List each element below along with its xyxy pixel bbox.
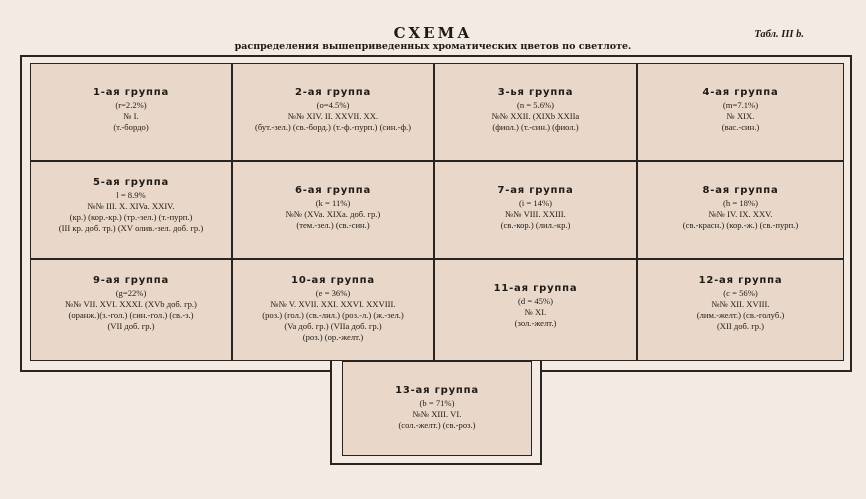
group-value: (g=22%) (115, 288, 147, 298)
group-line: №№ VIII. XXIII. (505, 209, 566, 219)
group-line: (кр.) (кор.-кр.) (тр.-зел.) (т.-пурп.) (69, 212, 193, 222)
table-label: Табл. III b. (754, 29, 804, 40)
group-line: (фиол.) (т.-син.) (фиол.) (492, 122, 579, 132)
group-name: 11-ая группа (493, 283, 578, 294)
group-line: (св.-красн.) (кор.-ж.) (св.-пурп.) (682, 220, 799, 230)
group-value: (m=7.1%) (722, 100, 759, 110)
group-name: 8-ая группа (702, 185, 779, 196)
group-cell-13 (342, 361, 532, 456)
group-name: 3-ья группа (497, 87, 574, 98)
group-line: (бут.-зел.) (св.-борд.) (т.-ф.-пурп.) (син.-ф.) (254, 122, 412, 132)
group-name: 7-ая группа (497, 185, 574, 196)
group-name: 12-ая группа (698, 275, 783, 286)
group-name: 13-ая группа (395, 385, 479, 396)
group-cell-12 (637, 259, 844, 361)
group-name: 2-ая группа (294, 87, 372, 98)
group-cell-7 (434, 161, 637, 259)
page-subtitle: распределения вышеприведенных хроматических цветов по светлоте. (234, 41, 632, 52)
group-name: 9-ая группа (92, 275, 170, 286)
group-cell-3 (434, 63, 637, 161)
group-line: №№ III. X. XIVa. XXIV. (87, 201, 175, 211)
group-value: (h = 18%) (723, 198, 758, 208)
group-line: (роз.) (гол.) (св.-лил.) (роз.-л.) (ж.-зел.) (262, 310, 404, 320)
group-line: №№ XIII. VI. (412, 409, 462, 419)
group-line: (сол.-желт.) (св.-роз.) (398, 420, 476, 430)
group-value: (c = 56%) (723, 288, 758, 298)
page-title: СХЕМА (393, 24, 473, 42)
group-value: (i = 14%) (518, 198, 552, 208)
group-line: (роз.) (ор.-желт.) (302, 332, 364, 342)
group-line: (оранж.)(з.-гол.) (син.-гол.) (св.-з.) (68, 310, 194, 320)
group-line: (XII доб. гр.) (716, 321, 765, 331)
group-value: (o=4.5%) (316, 100, 350, 110)
group-line: (VII доб. гр.) (107, 321, 155, 331)
group-name: 10-ая группа (291, 275, 375, 286)
group-line: (зол.-желт.) (514, 318, 557, 328)
group-line: (тем.-зел.) (св.-син.) (296, 220, 370, 230)
group-cell-4 (637, 63, 844, 161)
group-value: (k = 11%) (315, 198, 351, 208)
group-cell-8 (637, 161, 844, 259)
group-value: (r=2.2%) (115, 100, 147, 110)
group-line: №№ XIV. II. XXVII. XX. (287, 111, 379, 121)
group-line: (III кр. доб. тр.) (XV олив.-зел. доб. гр.) (58, 223, 204, 233)
group-value: (n = 5.6%) (516, 100, 555, 110)
group-line: №№ VII. XVI. XXXI. (XVb доб. гр.) (65, 299, 197, 309)
group-line: №№ V. XVII. XXI. XXVI. XXVIII. (270, 299, 396, 309)
group-cell-2 (232, 63, 434, 161)
group-line: №№ IV. IX. XXV. (708, 209, 773, 219)
group-name: 4-ая группа (702, 87, 779, 98)
group-name: 5-ая группа (92, 177, 170, 188)
group-line: №№ XII. XVIII. (711, 299, 770, 309)
group-line: № I. (123, 111, 139, 121)
group-line: №№ (XVa. XIXa. доб. гр.) (285, 209, 381, 219)
group-cell-5 (30, 161, 232, 259)
group-line: №№ XXII. (XIXb XXIIa (491, 111, 580, 121)
group-line: (вас.-син.) (721, 122, 760, 132)
group-value: (d = 45%) (518, 296, 553, 306)
group-value: (b = 71%) (419, 398, 455, 408)
group-name: 6-ая группа (294, 185, 372, 196)
group-line: (лим.-желт.) (св.-голуб.) (696, 310, 785, 320)
group-line: № XI. (524, 307, 547, 317)
group-line: (Va доб. гр.) (VIIa доб. гр.) (284, 321, 382, 331)
group-name: 1-ая группа (92, 87, 170, 98)
group-value: (e = 36%) (315, 288, 351, 298)
group-cell-1 (30, 63, 232, 161)
group-line: № XIX. (726, 111, 755, 121)
group-cell-10 (232, 259, 434, 361)
group-line: (св.-кор.) (лил.-кр.) (500, 220, 571, 230)
group-cell-6 (232, 161, 434, 259)
group-cell-11 (434, 259, 637, 361)
group-line: (т.-бордо) (113, 122, 149, 132)
group-cell-9 (30, 259, 232, 361)
group-value: l = 8.9% (116, 190, 146, 200)
